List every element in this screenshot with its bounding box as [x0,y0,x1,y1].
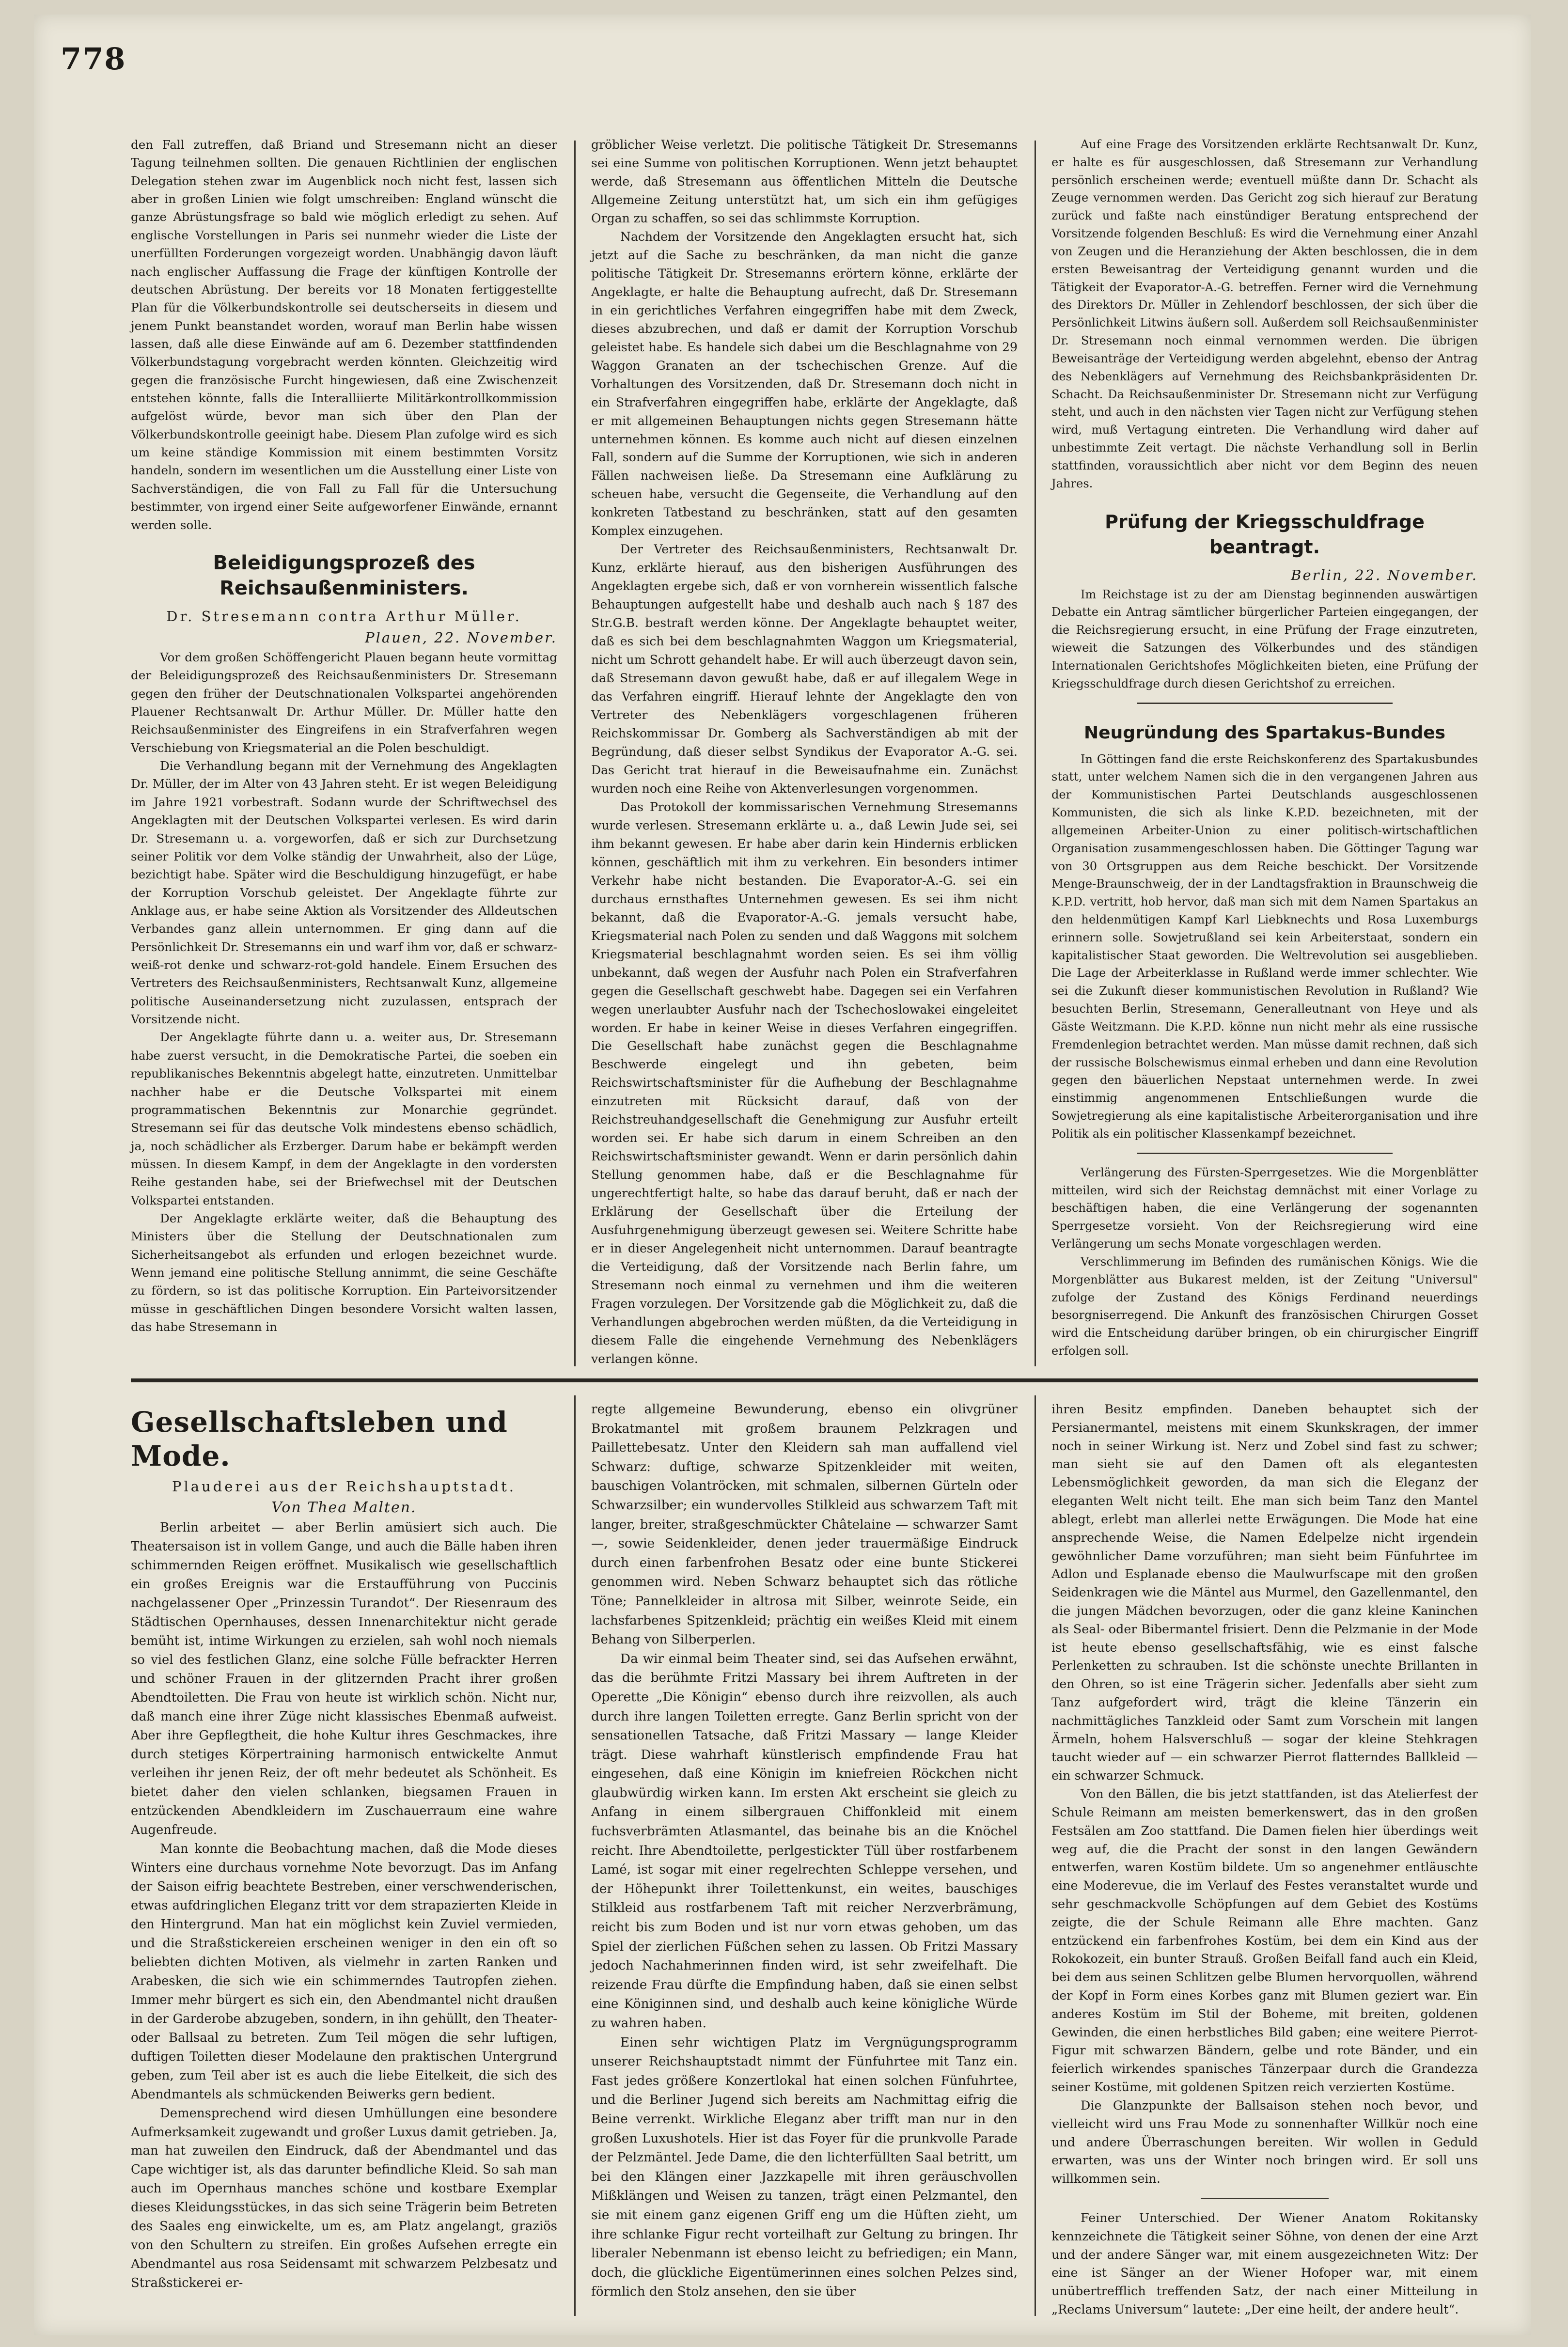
paragraph: Nachdem der Vorsitzende den Angeklagten ersucht hat, sich jetzt auf die Sache zu beschränken, da man nicht die ganze politische Tätigkeit Dr. Stresemanns erörtern könne, erklärte der Angeklagte, er halte die Behauptung aufrecht, daß Dr. Stresemann in ein gerichtliches Verfahren eingegriffen habe mit dem Zweck, dieses abzubrechen, und daß er damit der Korruption Vorschub geleistet habe. Es handele sich dabei um die Beschlagnahme von 29 Waggon Granaten an der tschechischen Grenze. Auf die Vorhaltungen des Vorsitzenden, daß Dr. Stresemann doch nicht in ein Strafverfahren eingegriffen habe, erklärte der Angeklagte, daß er mit allgemeinen Behauptungen nichts gegen Stresemann hätte unternehmen können. Es komme auch nicht auf diesen einzelnen Fall, sondern auf die Summe der Korruptionen, wie sich in anderen Fällen nachweisen ließe. Da Stresemann eine Aufklärung zu scheuen habe, versucht die Gegenseite, die Verhandlung auf den konkreten Tatbestand zu beschränken, statt auf den gesamten Komplex einzugehen. [591,229,1018,538]
column-divider [574,141,576,1366]
paragraph: Das Protokoll der kommissarischen Vernehmung Stresemanns wurde verlesen. Stresemann erklärte u. a., daß Lewin Jude sei, sei ihm bekannt gewesen. Er habe aber darin kein Hindernis erblicken können, geschäftlich mit ihm zu verkehren. Ein besonders intimer Verkehr habe nicht bestanden. Die Evaporator-A.-G. sei ein durchaus ernsthaftes Unternehmen gewesen. Es sei ihm nicht bekannt, daß die Evaporator-A.-G. jemals versucht habe, Kriegsmaterial nach Polen zu senden und daß Waggons mit solchem Kriegsmaterial beschlagnahmt worden seien. Es sei ihm völlig unbekannt, daß wegen der Ausfuhr nach Polen ein Strafverfahren gegen die Gesellschaft geschwebt habe. Dagegen sei ein Verfahren wegen unerlaubter Ausfuhr nach der Tschechoslowakei eingeleitet worden. Er habe in keiner Weise in dieses Verfahren eingegriffen. Die Gesellschaft habe zunächst gegen die Beschlagnahme Beschwerde eingelegt und ihn gebeten, beim Reichswirtschaftsminister für die Aufhebung der Beschlagnahme einzutreten mit Rücksicht darauf, daß von der Reichstreuhandgesellschaft die Genehmigung zur Ausfuhr erteilt worden sei. Er habe sich darum in einem Schreiben an den Reichswirtschaftsminister gewandt. Wenn er darin persönlich dahin Stellung genommen habe, daß er die Beschlagnahme für ungerechtfertigt halte, so habe das darauf beruht, daß er nach der Erklärung der Gesellschaft über die Erteilung der Ausfuhrgenehmigung überzeugt gewesen sei. Weitere Schritte habe er in dieser Angelegenheit nicht unternommen. Darauf beantragte die Verteidigung, daß der Vorsitzende nach Berlin fahre, um Stresemann noch einmal zu vernehmen und ihm die weiteren Fragen vorzulegen. Der Vorsitzende gab die Möglichkeit zu, daß die Verhandlungen abgebrochen werden müßten, da die Verteidigung in diesem Falle die eingehende Vernehmung des Nebenklägers verlangen könne. [591,799,1018,1366]
column-divider [1035,1395,1036,2316]
feuilleton-column-3 [1051,1400,1478,2319]
article-headline: Beleidigungsprozeß des Reichsaußenministers. [213,551,475,599]
paragraph: Im Reichstage ist zu der am Dienstag beginnenden auswärtigen Debatte ein Antrag sämtlicher bürgerlicher Parteien eingegangen, der die Reichsregierung ersucht, in eine Prüfung der Frage einzutreten, wieweit die Satzungen des Völkerbundes und des ständigen Internationalen Gerichtshofes Möglichkeiten bieten, eine Prüfung der Kriegsschuldfrage durch diesen Gerichtshof zu erreichen. [1051,587,1478,690]
newspaper-page [34,15,1531,2335]
paragraph: Vor dem großen Schöffengericht Plauen begann heute vormittag der Beleidigungsprozeß des Reichsaußenministers Dr. Stresemann gegen den früher der Deutschnationalen Volkspartei angehörenden Plauener Rechtsanwalt Dr. Arthur Müller. Dr. Müller hatte den Reichsaußenminister des Eingreifens in ein Strafverfahren wegen Verschiebung von Kriegsmaterial an die Polen beschuldigt. [131,650,557,755]
dateline: Plauen, 22. November. [365,629,557,646]
paragraph: Berlin arbeitet — aber Berlin amüsiert sich auch. Die Theatersaison ist in vollem Gange, und auch die Bälle haben ihren schimmernden Reigen eröffnet. Musikalisch wie gesellschaftlich ein großes Ereignis war die Erstaufführung von Puccinis nachgelassener Oper „Prinzessin Turandot“. Der Riesenraum des Städtischen Opernhauses, dessen Innenarchitektur nicht gerade bemüht ist, intime Wirkungen zu erzielen, sah wohl noch niemals so viel des festlichen Glanz, eine solche Fülle befrackter Herren und schöner Frauen in der glitzernden Pracht ihrer großen Abendtoiletten. Die Frau von heute ist wirklich schön. Nicht nur, daß manch eine ihrer Züge nicht klassisches Ebenmaß aufweist. Aber ihre Gepflegtheit, die hohe Kultur ihres Geschmackes, ihre durch stetiges Körpertraining harmonisch entwickelte Anmut verleihen ihr jenen Reiz, der oft mehr bedeutet als Schönheit. Es bietet daher den vielen schlanken, biegsamen Frauen in entzückenden Abendkleidern im Zuschauerraum eine wahre Augenfreude. [131,1520,557,1837]
paragraph: regte allgemeine Bewunderung, ebenso ein olivgrüner Brokatmantel mit großem braunem Pelzkragen und Paillettebesatz. Unter den Kleidern sah man auffallend viel Schwarz: duftige, schwarze Spitzenkleider mit weiten, bauschigen Volantröcken, mit schmalen, silbernen Gürteln oder Schwarzsilber; ein wundervolles Stilkleid aus schwarzem Taft mit langer, breiter, straßgeschmückter Châtelaine — schwarzer Samt —, sowie Seidenkleider, denen jeder trauermäßige Eindruck durch einen farbenfrohen Besatz oder eine bunte Stickerei genommen wird. Neben Schwarz behauptet sich das rötliche Töne; Pannelkleider in altrosa mit Silber, weinrote Seide, ein lachsfarbenes Spitzenkleid; prächtig ein weißes Kleid mit einem Behang von Silberperlen. [591,1402,1018,1647]
paragraph: gröblicher Weise verletzt. Die politische Tätigkeit Dr. Stresemanns sei eine Summe von politischen Korruptionen. Wenn jetzt behauptet werde, daß Stresemann aus öffentlichen Mitteln die Deutsche Allgemeine Zeitung unterstützt hat, um sich ein ihm gefügiges Organ zu schaffen, so sei das schlimmste Korruption. [591,138,1018,225]
anecdote: Feiner Unterschied. Der Wiener Anatom Rokitansky kennzeichnete die Tätigkeit seiner Söhne, von denen der eine Arzt und der andere Sänger war, mit einem ausgezeichneten Witz: Der eine ist Sänger an der Wiener Hofoper war, mit einem unübertrefflich treffenden Satz, der nach einer Mitteilung in „Reclams Universum“ lautete: „Der eine heilt, der andere heult“. [1051,2210,1478,2316]
paragraph: Der Angeklagte erklärte weiter, daß die Behauptung des Ministers über die Stellung der Deutschnationalen zum Sicherheitsangebot als erfunden und erlogen bezeichnet wurde. Wenn jemand eine politische Stellung annimmt, die seine Geschäfte zu fördern, so ist das politische Korruption. Ein Parteivorsitzender müsse in geschäftlichen Dingen besondere Vorsicht walten lassen, das habe Stresemann in [131,1211,557,1334]
paragraph: Auf eine Frage des Vorsitzenden erklärte Rechtsanwalt Dr. Kunz, er halte es für ausgeschlossen, daß Stresemann zur Verhandlung persönlich erscheinen werde; eventuell müßte dann Dr. Schacht als Zeuge vernommen werden. Das Gericht zog sich hierauf zur Beratung zurück und faßte nach einstündiger Beratung entsprechend der Vorsitzende folgenden Beschluß: Es wird die Vernehmung einer Anzahl von Zeugen und die Heranziehung der Akten beschlossen, die in dem ersten Beweisantrag der Verteidigung genannt wurden und die Tätigkeit der Evaporator-A.-G. betreffen. Ferner wird die Vernehmung des Direktors Dr. Müller in Zehlendorf beschlossen, der sich über die Persönlichkeit Litwins äußern soll. Außerdem soll Reichsaußenminister Dr. Stresemann noch einmal vernommen werden. Die übrigen Beweisanträge der Verteidigung werden abgelehnt, ebenso der Antrag des Nebenklägers auf Vernehmung des Reichsbankpräsidenten Dr. Schacht. Da Reichsaußenminister Dr. Stresemann nicht zur Verfügung steht, und auch in den nächsten vier Tagen nicht zur Verfügung stehen wird, muß Vertagung eintreten. Die Verhandlung wird daher auf unbestimmte Zeit vertagt. Die nächste Verhandlung soll in Berlin stattfinden, voraussichtlich aber nicht vor dem Beginn des neuen Jahres. [1051,138,1478,490]
paragraph: In Göttingen fand die erste Reichskonferenz des Spartakusbundes statt, unter welchem Namen sich die in den vergangenen Jahren aus der Kommunistischen Partei Deutschlands ausgeschlossenen Kommunisten, die sich als linke K.P.D. bezeichneten, mit der allgemeinen Arbeiter-Union zu einer politisch-wirtschaftlichen Organisation zusammengeschlossen haben. Die Göttinger Tagung war von 30 Ortsgruppen aus dem Reiche beschickt. Der Vorsitzende Menge-Braunschweig, der in der Landtagsfraktion in Braunschweig die K.P.D. vertritt, hob hervor, daß man sich mit dem Namen Spartakus an den heldenmütigen Kampf Karl Liebknechts und Rosa Luxemburgs erinnern solle. Sowjetrußland sei kein Arbeiterstaat, sondern ein kapitalistischer Staat geworden. Die Weltrevolution sei ausgeblieben. Die Lage der Arbeiterklasse in Rußland werde immer schlechter. Wie sei die Zukunft dieser kommunistischen Revolution in Rußland? Wie besuchten Berlin, Stresemann, Generalleutnant von Heye und als Gäste Weitzmann. Die K.P.D. könne nun nicht mehr als eine russische Fremdenlegion betrachtet werden. Man müsse damit rechnen, daß sich der russische Bolschewismus einmal erheben und dann eine Revolution gegen den bäuerlichen Nepstaat unternehmen werde. In zwei einstimmig angenommenen Entschließungen wurde die Sowjetregierung als eine kapitalistische Arbeiterorganisation und ihre Politik als ein politischer Klassenkampf bezeichnet. [1051,752,1478,1141]
column-divider [574,1395,576,2316]
article-subheadline: Dr. Stresemann contra Arthur Müller. [166,608,522,625]
paragraph: Einen sehr wichtigen Platz im Vergnügungsprogramm unserer Reichshauptstadt nimmt der Fünfuhrtee mit Tanz ein. Fast jedes größere Konzertlokal hat einen solchen Fünfuhrtee, und die Berliner Jugend sich bereits am Nachmittag eifrig die Beine verrenkt. Wirkliche Eleganz aber trifft man nur in den großen Luxushotels. Hier ist das Foyer für die prunkvolle Parade der Pelzmäntel. Jede Dame, die den lichterfüllten Saal betritt, um bei den Klängen einer Jazzkapelle mit ihren geräuschvollen Mißklängen und Weisen zu tanzen, trägt einen Pelzmantel, den sie mit einem ganz eigenen Griff eng um die Hüften zieht, um ihre schlanke Figur recht vorteilhaft zur Geltung zu bringen. Ihr liberaler Nebenmann ist ebenso leicht zu befriedigen; ein Mann, doch, die glückliche Eigentümerinnen eines solchen Pelzes sind, förmlich den Stolz ansehen, den sie über [591,2035,1018,2300]
paragraph: Demensprechend wird diesen Umhüllungen eine besondere Aufmerksamkeit zugewandt und großer Luxus damit getrieben. Ja, man hat zuweilen den Eindruck, daß der Abendmantel und das Cape wichtiger ist, als das darunter befindliche Kleid. So sah man auch im Opernhaus manches schöne und kostbare Exemplar dieses Kleidungsstückes, in das sich seine Trägerin beim Betreten des Saales eng einwickelte, um es, am Platz angelangt, graziös von den Schultern zu streifen. Ein großes Aufsehen erregte ein Abendmantel aus rosa Seidensamt mit schwarzem Pelzbesatz und Straßstickerei er- [131,2106,557,2291]
paragraph: Die Glanzpunkte der Ballsaison stehen noch bevor, und vielleicht wird uns Frau Mode zu sonnenhafter Willkür noch eine und andere Überraschungen bereiten. Wir wollen in Geduld erwarten, was uns der Winter noch bringen wird. Er soll uns willkommen sein. [1051,2097,1478,2186]
section-divider [131,1378,1478,1382]
separator-line [1137,1153,1393,1154]
article-headline: Neugründung des Spartakus-Bundes [1084,722,1445,743]
paragraph: ihren Besitz empfinden. Daneben behauptet sich der Persianermantel, meistens mit einem Skunkskragen, der immer noch in seiner Wirkung ist. Nerz und Zobel sind fast zu schwer; man sieht sie auf den Damen oft als elegantesten Lebensmöglichkeit geworden, da man sich die Eleganz der eleganten Welt nicht teilt. Ehe man sich beim Tanz den Mantel ablegt, erlebt man allerlei nette Erwägungen. Die Mode hat eine ansprechende Weise, die Namen Edelpelze nicht irgendein gewöhnlicher Dame vorzuführen; man sieht beim Fünfuhrtee im Adlon und Esplanade ebenso die Maulwurfscape mit den großen Seidenkragen wie die Mäntel aus Murmel, den Gazellenmantel, den die jungen Mädchen bevorzugen, oder die ganz kleine Kaninchen als Seal- oder Bibermantel frisiert. Denn die Pelzmanie in der Mode ist heute ebenso gesellschaftsfähig, wie es einst falsche Perlenketten zu schrauben. Ist die schönste unechte Brillanten in den Ohren, so ist eine Trägerin sicher. Jedenfalls aber sieht zum Tanz aufgefordert wird, trägt die kleine Tänzerin ein nachmittägliches Tanzkleid oder Samt zum Vorschein mit langen Ärmeln, hohem Halsverschluß — sogar der kleine Stehkragen taucht wieder auf — ein schwarzer Pierrot flatterndes Ballkleid — ein schwarzer Schmuck. [1051,1402,1478,1783]
column-1 [131,136,557,1336]
dateline: Berlin, 22. November. [1291,566,1478,583]
paragraph: den Fall zutreffen, daß Briand und Stresemann nicht an dieser Tagung teilnehmen sollten. Die genauen Richtlinien der englischen Delegation stehen zwar im Augenblick noch nicht fest, lassen sich aber in großen Linien wie folgt umschreiben: England wünscht die ganze Abrüstungsfrage so bald wie möglich erledigt zu sehen. Auf englische Vorstellungen in Paris sei nunmehr wieder die Liste der unerfüllten Forderungen vorgezeigt worden. Unabhängig davon läuft nach englischer Auffassung die Frage der künftigen Kontrolle der deutschen Abrüstung. Der bereits vor 18 Monaten fertiggestellte Plan für die Völkerbundskontrolle sei deutscherseits in diesem und jenem Punkt beanstandet worden, worauf man Berlin habe wissen lassen, daß alle diese Einwände auf am 6. Dezember stattfindenden Völkerbundstagung vorgebracht werden könnten. Gleichzeitig wird gegen die französische Furcht hingewiesen, daß eine Zwischenzeit entstehen könnte, falls die Interalliierte Militärkontrollkommission aufgelöst würde, bevor man sich über den Plan der Völkerbundskontrolle geeinigt habe. Diesem Plan zufolge wird es sich um keine ständige Kommission mit einem bestimmten Vorsitz handeln, sondern im wesentlichen um die Ausstellung einer Liste von Sachverständigen, die von Fall zu Fall für die Untersuchung bestimmter, von irgend einer Seite aufgeworfener Einwände, ernannt werden solle. [131,138,557,532]
feuilleton-column-1 [131,1400,557,2293]
byline: Von Thea Malten. [271,1499,417,1516]
column-3 [1051,136,1478,1360]
column-2 [591,136,1018,1368]
feuilleton-subheadline: Plauderei aus der Reichshauptstadt. [172,1478,517,1495]
news-brief: Verschlimmerung im Befinden des rumänischen Königs. Wie die Morgenblätter aus Bukarest melden, ist der Zeitung "Universul" zufolge der Zustand des Königs Ferdinand neuerdings besorgniserregend. Die Ankunft des französischen Chirurgen Gosset wird die Entscheidung darüber bringen, ob ein chirurgischer Eingriff erfolgen soll. [1051,1254,1478,1358]
paragraph: Der Angeklagte führte dann u. a. weiter aus, Dr. Stresemann habe zuerst versucht, in die Demokratische Partei, die soeben ein republikanisches Bekenntnis abgelegt hatte, einzutreten. Unmittelbar nachher habe er die Deutsche Volkspartei mit einem programmatischen Bekenntnis zur Monarchie gegründet. Stresemann sei für das deutsche Volk mindestens ebenso schädlich, ja, noch schädlicher als Erzberger. Darum habe er bekämpft werden müssen. In diesem Kampf, in dem der Angeklagte in den vordersten Reihe gestanden habe, sei der Briefwechsel mit der Deutschen Volkspartei entstanden. [131,1030,557,1207]
page-number: 778 [61,41,126,77]
paragraph: Man konnte die Beobachtung machen, daß die Mode dieses Winters eine durchaus vornehme Note bevorzugt. Das im Anfang der Saison eifrig beachtete Bestreben, einer verschwenderischen, etwas aufdringlichen Eleganz tritt vor dem strapazierten Kleide in den Hintergrund. Man hat ein möglichst kein Zuviel vermieden, und die Straßstickereien erscheinen weniger in den ein oft so beliebten dichten Motiven, als vielmehr in zarten Ranken und Arabesken, die sich wie ein schimmerndes Tautropfen ziehen. Immer mehr bürgert es sich ein, den Abendmantel nicht draußen in der Garderobe abzugeben, sondern, in ihn gehüllt, den Theater- oder Ballsaal zu betreten. Zum Teil mögen die sehr luftigen, duftigen Toiletten dieser Modelaune den praktischen Untergrund geben, zum Teil aber ist es auch die liebe Eitelkeit, die sich des Abendmantels als schmückenden Beiwerks gern bedient. [131,1841,557,2102]
feuilleton-headline: Gesellschaftsleben und Mode. [131,1406,508,1472]
article-headline: Prüfung der Kriegsschuldfrage beantragt. [1105,511,1425,558]
paragraph: Von den Bällen, die bis jetzt stattfanden, ist das Atelierfest der Schule Reimann am meisten bemerkenswert, das in den großen Festsälen am Zoo stattfand. Die Damen fielen hier überdings weit weg auf, die die Pracht der sonst in den langen Gewändern entwerfen, waren Kostüm bildete. Um so angenehmer entläuschte eine Moderevue, die im Verlauf des Festes veranstaltet wurde und sehr geschmackvolle Schöpfungen auf dem Gebiet des Kostüms zeigte, die der Schule Reimann alle Ehre machten. Ganz entzückend ein farbenfrohes Kostüm, bei dem ein Kind aus der Rokokozeit, ein bunter Strauß. Großen Beifall fand auch ein Kleid, bei dem aus seinen Schlitzen gelbe Blumen hervorquollen, während der Kopf in Form eines Korbes ganz mit Blumen geziert war. Ein anderes Kostüm im Stil der Boheme, mit breiten, goldenen Gewinden, die einen herbstliches Bild gaben; eine weitere Pierrot-Figur mit schwarzen Bändern, gelbe und rote Bänder, und ein feierlich wirkendes spanisches Tänzerpaar durch die Grandezza seiner Kostüme, mit goldenen Spitzen reich verzierten Kostüme. [1051,1786,1478,2095]
separator-line [1137,703,1393,704]
paragraph: Der Vertreter des Reichsaußenministers, Rechtsanwalt Dr. Kunz, erklärte hierauf, aus den bisherigen Ausführungen des Angeklagten ergebe sich, daß er von vornherein wissentlich falsche Behauptungen aufgestellt habe und deshalb auch nach § 187 des Str.G.B. bestraft werden könne. Der Angeklagte behauptet weiter, daß es sich bei dem beschlagnahmten Waggon um Kriegsmaterial, nicht um Schrott gehandelt habe. Er will auch überzeugt davon sein, daß Stresemann davon gewußt habe, daß er auf illegalem Wege in das Verfahren eingriff. Hierauf lehnte der Angeklagte den von Vertreter des Nebenklägers vorgeschlagenen früheren Reichskommissar Dr. Gomberg als Sachverständigen ab mit der Begründung, daß dieser selbst Syndikus der Evaporator A.-G. sei. Das Gericht trat hierauf in die Beweisaufnahme ein. Zunächst wurden noch eine Reihe von Aktenverlesungen vorgenommen. [591,542,1018,796]
column-divider [1035,141,1036,1366]
separator-line [1201,2198,1329,2199]
paragraph: Da wir einmal beim Theater sind, sei das Aufsehen erwähnt, das die berühmte Fritzi Massary bei ihrem Auftreten in der Operette „Die Königin“ ebenso durch ihre reizvollen, als auch durch ihre langen Toiletten erregte. Ganz Berlin spricht von der sensationellen Tatsache, daß Fritzi Massary — lange Kleider trägt. Diese wahrhaft künstlerisch empfindende Frau hat eingesehen, daß eine Königin im kniefreien Röckchen nicht glaubwürdig wirken kann. Im ersten Akt erscheint sie gleich zu Anfang in einem silbergrauen Chiffonkleid mit einem fuchsverbrämten Atlasmantel, das beinahe bis an die Knöchel reicht. Ihre Abendtoilette, perlgestickter Tüll über rostfarbenem Lamé, ist sogar mit einer regelrechten Schleppe versehen, und der Höhepunkt ihrer Toilettenkunst, ein weites, bauschiges Stilkleid aus rostfarbenem Taft mit reicher Nerzverbrämung, reicht bis zum Boden und ist nur vorn etwas gehoben, um das Spiel der zierlichen Füßchen sehen zu lassen. Ob Fritzi Massary jedoch Nachahmerinnen finden wird, ist sehr zweifelhaft. Die reizende Frau dürfte die Empfindung haben, daß sie einen selbst eine Königinnen sind, und deshalb auch keine königliche Würde zu wahren haben. [591,1651,1018,2031]
paragraph: Die Verhandlung begann mit der Vernehmung des Angeklagten Dr. Müller, der im Alter von 43 Jahren steht. Er ist wegen Beleidigung im Jahre 1921 vorbestraft. Sodann wurde der Schriftwechsel des Angeklagten mit der Deutschen Volkspartei verlesen. Es wird darin Dr. Stresemann u. a. vorgeworfen, daß er sich zur Durchsetzung seiner Politik vor dem Volke ständig der Unwahrheit, also der Lüge, bezichtigt habe. Später wird die Beschuldigung hinzugefügt, er habe der Korruption Vorschub geleistet. Der Angeklagte führte zur Anklage aus, er habe seine Aktion als Vorsitzender des Alldeutschen Verbandes ganz allein unternommen. Er ging dann auf die Persönlichkeit Dr. Stresemanns ein und warf ihm vor, daß er schwarz-weiß-rot denke und schwarz-rot-gold handele. Einem Ersuchen des Vertreters des Reichsaußenministers, Rechtsanwalt Kunz, allgemeine politische Auseinandersetzung nicht zuzulassen, entsprach der Vorsitzende nicht. [131,759,557,1027]
news-brief: Verlängerung des Fürsten-Sperrgesetzes. Wie die Morgenblätter mitteilen, wird sich der Reichstag demnächst mit einer Vorlage zu beschäftigen haben, die eine Verlängerung der sogenannten Sperrgesetze vorsieht. Von der Reichsregierung wird eine Verlängerung um sechs Monate vorgeschlagen werden. [1051,1165,1478,1251]
feuilleton-column-2 [591,1400,1018,2302]
